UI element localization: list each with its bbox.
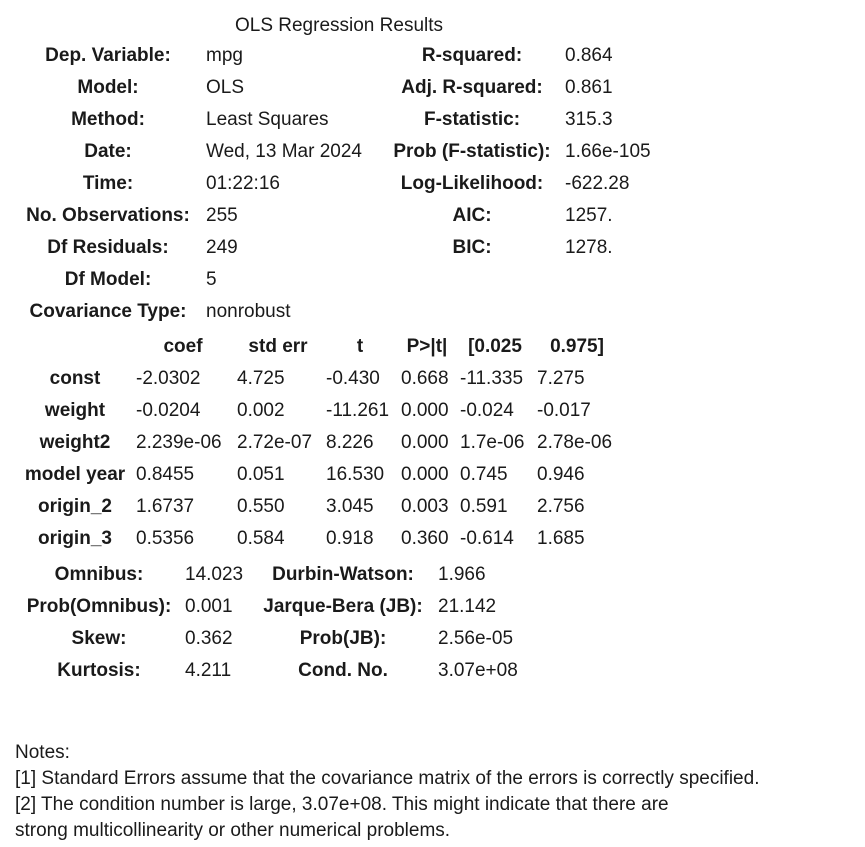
coef-header-1: coef [163,336,203,357]
notes-heading: Notes: [15,742,70,763]
coef-header-4: P>|t| [406,336,448,357]
summary-label-aic: AIC: [452,205,492,226]
summary-label-bic: BIC: [452,237,492,258]
coef-cell: 0.591 [460,496,508,517]
diag-label-skew: Skew: [71,628,127,649]
coef-cell: 0.584 [237,528,285,549]
coef-cell: 1.7e-06 [460,432,525,453]
coef-cell: 0.003 [401,496,449,517]
coef-cell: 0.918 [326,528,374,549]
summary-value-r-squared: 0.864 [565,45,613,66]
diag-value-jarque-bera: 21.142 [438,596,497,617]
coef-header-3: t [356,336,364,357]
coef-cell: 0.360 [401,528,449,549]
summary-label-method: Method: [71,109,145,130]
coef-cell: -0.614 [460,528,514,549]
coef-cell: 1.6737 [136,496,195,517]
coef-cell: 0.8455 [136,464,195,485]
summary-value-date: Wed, 13 Mar 2024 [206,141,362,162]
coef-cell: 0.002 [237,400,285,421]
summary-label-no-observations: No. Observations: [26,205,190,226]
coef-row-name: model year [24,464,126,485]
diag-value-durbin-watson: 1.966 [438,564,486,585]
diag-label-durbin-watson: Durbin-Watson: [272,564,414,585]
notes-line: strong multicollinearity or other numerical problems. [15,820,451,841]
diag-label-omnibus: Omnibus: [54,564,144,585]
coef-header-2: std err [248,336,308,357]
diag-value-kurtosis: 4.211 [185,660,232,681]
diag-label-kurtosis: Kurtosis: [57,660,141,681]
coef-cell: 0.668 [401,368,449,389]
notes-line: [2] The condition number is large, 3.07e+08. This might indicate that there are [15,794,669,815]
diag-label-cond-no: Cond. No. [298,660,388,681]
summary-label-r-squared: R-squared: [421,45,523,66]
summary-label-adj-r-squared: Adj. R-squared: [401,77,543,98]
coef-cell: 16.530 [326,464,385,485]
coef-cell: -0.430 [326,368,380,389]
coef-row-name: const [49,368,101,389]
coef-row-name: origin_3 [38,528,112,549]
summary-value-f-statistic: 315.3 [565,109,613,130]
summary-label-model: Model: [77,77,139,98]
coef-cell: 3.045 [326,496,374,517]
coef-row-name: weight [44,400,106,421]
diag-value-omnibus: 14.023 [185,564,244,585]
coef-cell: 2.72e-07 [237,432,313,453]
coef-cell: -0.017 [537,400,591,421]
summary-label-df-residuals: Df Residuals: [47,237,169,258]
summary-label-dep-variable: Dep. Variable: [45,45,171,66]
summary-value-prob-f-statistic: 1.66e-105 [565,141,651,162]
summary-label-date: Date: [84,141,132,162]
summary-value-bic: 1278. [565,237,613,258]
coef-header-5: [0.025 [468,336,522,357]
summary-label-time: Time: [82,173,134,194]
coef-cell: 0.000 [401,400,449,421]
coef-cell: 7.275 [537,368,585,389]
coef-cell: 8.226 [326,432,374,453]
summary-value-log-likelihood: -622.28 [565,173,630,194]
coef-cell: 2.756 [537,496,585,517]
coef-cell: 0.000 [401,464,449,485]
diag-value-skew: 0.362 [185,628,233,649]
summary-label-log-likelihood: Log-Likelihood: [400,173,544,194]
coef-cell: 0.051 [237,464,285,485]
summary-value-time: 01:22:16 [206,173,280,194]
summary-value-model: OLS [206,77,245,98]
coef-cell: 4.725 [237,368,285,389]
coef-row-name: weight2 [39,432,111,453]
coef-cell: 0.5356 [136,528,195,549]
diag-label-jarque-bera: Jarque-Bera (JB): [263,596,423,617]
coef-cell: -0.0204 [136,400,201,421]
coef-cell: 2.239e-06 [136,432,222,453]
summary-value-df-model: 5 [206,269,217,290]
summary-label-f-statistic: F-statistic: [423,109,521,130]
summary-value-no-observations: 255 [206,205,238,226]
coef-row-name: origin_2 [38,496,112,517]
coef-header-6: 0.975] [550,336,604,357]
coef-cell: 2.78e-06 [537,432,613,453]
coef-cell: 1.685 [537,528,585,549]
notes-line: [1] Standard Errors assume that the covariance matrix of the errors is correctly specified. [15,768,760,789]
diag-value-prob-omnibus: 0.001 [185,596,233,617]
summary-value-adj-r-squared: 0.861 [565,77,613,98]
diag-label-prob-omnibus: Prob(Omnibus): [26,596,172,617]
coef-cell: 0.946 [537,464,585,485]
table-title: OLS Regression Results [234,15,444,36]
summary-label-covariance-type: Covariance Type: [29,301,187,322]
summary-value-dep-variable: mpg [206,45,243,66]
coef-cell: 0.745 [460,464,508,485]
diag-label-prob-jb: Prob(JB): [299,628,387,649]
coef-cell: -0.024 [460,400,514,421]
coef-cell: -2.0302 [136,368,201,389]
summary-label-prob-f-statistic: Prob (F-statistic): [393,141,551,162]
summary-value-method: Least Squares [206,109,329,130]
coef-cell: -11.261 [326,400,390,421]
diag-value-cond-no: 3.07e+08 [438,660,518,681]
summary-value-df-residuals: 249 [206,237,238,258]
coef-cell: 0.000 [401,432,449,453]
coef-cell: 0.550 [237,496,285,517]
summary-label-df-model: Df Model: [64,269,152,290]
coef-cell: -11.335 [460,368,524,389]
diag-value-prob-jb: 2.56e-05 [438,628,514,649]
summary-value-aic: 1257. [565,205,613,226]
summary-value-covariance-type: nonrobust [206,301,291,322]
